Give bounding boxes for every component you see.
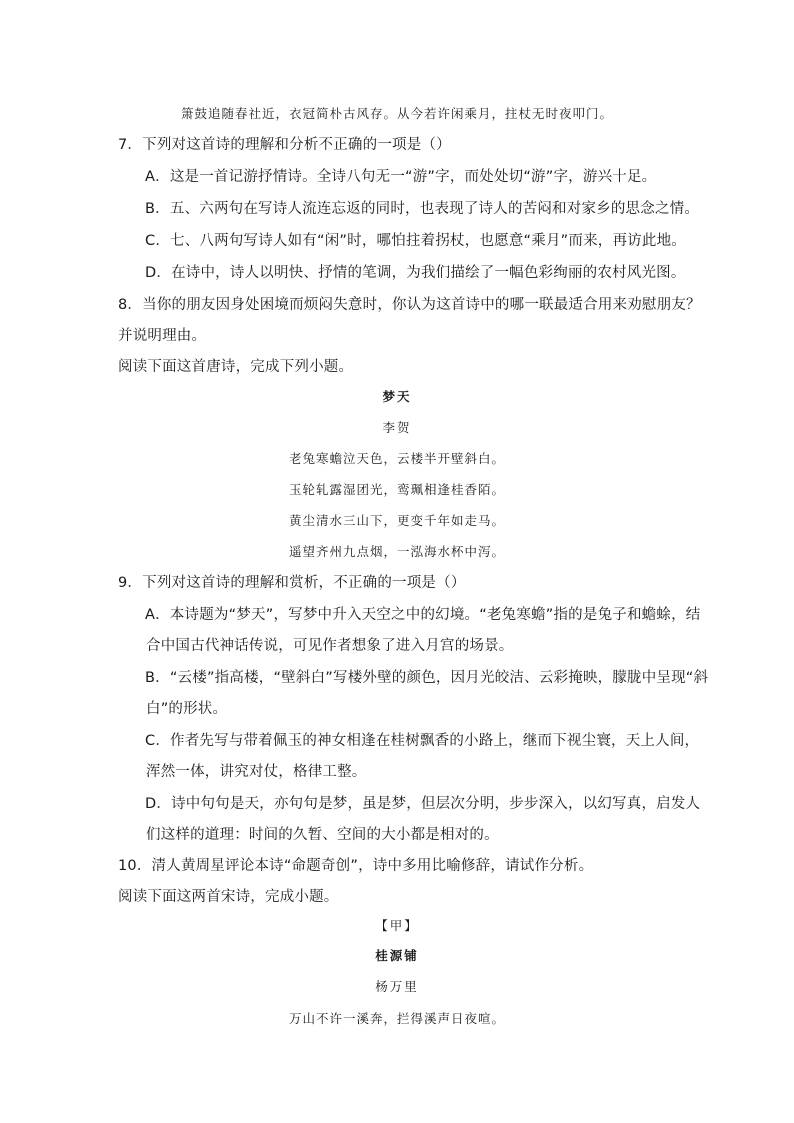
question-9-option-c-line-2: 浑然一体，讲究对仗，格律工整。 xyxy=(146,764,367,780)
question-9-option-b-line-1: B．“云楼”指高楼，“壁斜白”写楼外壁的颜色，因月光皎洁、云彩掩映，朦胧中呈现“斜 xyxy=(145,670,709,686)
poem-mengtian-title: 梦天 xyxy=(382,389,412,404)
poem-mengtian-line-2: 玉轮轧露湿团光，鸾珮相逢桂香陌。 xyxy=(288,482,505,497)
intro-poem-line: 箫鼓追随春社近，衣冠简朴古风存。从今若许闲乘月，拄杖无时夜叩门。 xyxy=(180,106,613,121)
question-7-stem: 7．下列对这首诗的理解和分析不正确的一项是（） xyxy=(118,137,451,153)
question-9-option-b-line-2: 白”的形状。 xyxy=(146,701,228,717)
poem-mengtian-line-1: 老兔寒蟾泣天色，云楼半开壁斜白。 xyxy=(288,451,505,466)
poem-jia-label: 【甲】 xyxy=(375,918,419,933)
question-9-option-a-line-2: 合中国古代神话传说，可见作者想象了进入月宫的场景。 xyxy=(146,638,514,654)
question-9-option-a-line-1: A．本诗题为“梦天”，写梦中升入天空之中的幻境。“老兔寒蟾”指的是兔子和蟾蜍，结 xyxy=(145,607,701,623)
instruction-song-poems: 阅读下面这两首宋诗，完成小题。 xyxy=(118,889,339,905)
instruction-tang-poem: 阅读下面这首唐诗，完成下列小题。 xyxy=(118,359,354,375)
question-9-option-c-line-1: C．作者先写与带着佩玉的神女相逢在桂树飘香的小路上，继而下视尘寰，天上人间， xyxy=(145,733,700,749)
question-7-option-a: A．这是一首记游抒情诗。全诗八句无一“游”字，而处处切“游”字，游兴十足。 xyxy=(145,169,657,185)
question-7-option-b: B．五、六两句在写诗人流连忘返的同时，也表现了诗人的苦闷和对家乡的思念之情。 xyxy=(145,201,700,217)
question-9-option-d-line-1: D．诗中句句是天，亦句句是梦，虽是梦，但层次分明，步步深入，以幻写真，启发人 xyxy=(145,796,701,812)
question-10: 10．清人黄周星评论本诗“命题奇创”，诗中多用比喻修辞，请试作分析。 xyxy=(118,858,594,874)
question-7-option-d: D．在诗中，诗人以明快、抒情的笔调，为我们描绘了一幅色彩绚丽的农村风光图。 xyxy=(145,265,686,281)
poem-guiyuanpu-title: 桂源铺 xyxy=(375,948,419,963)
poem-guiyuanpu-line-1: 万山不许一溪奔，拦得溪声日夜喧。 xyxy=(288,1011,505,1026)
question-8-line-1: 8．当你的朋友因身处困境而烦闷失意时，你认为这首诗中的哪一联最适合用来劝慰朋友？ xyxy=(118,297,701,313)
poem-guiyuanpu-author: 杨万里 xyxy=(375,979,419,994)
question-9-option-d-line-2: 们这样的道理：时间的久暂、空间的大小都是相对的。 xyxy=(146,827,499,843)
poem-mengtian-line-3: 黄尘清水三山下，更变千年如走马。 xyxy=(288,513,505,528)
question-7-option-c: C．七、八两句写诗人如有“闲”时，哪怕拄着拐杖，也愿意“乘月”而来，再访此地。 xyxy=(145,233,686,249)
poem-mengtian-author: 李贺 xyxy=(382,420,412,435)
question-9-stem: 9．下列对这首诗的理解和赏析，不正确的一项是（） xyxy=(118,575,466,591)
poem-mengtian-line-4: 遥望齐州九点烟，一泓海水杯中泻。 xyxy=(288,544,505,559)
question-8-line-2: 并说明理由。 xyxy=(118,328,207,344)
